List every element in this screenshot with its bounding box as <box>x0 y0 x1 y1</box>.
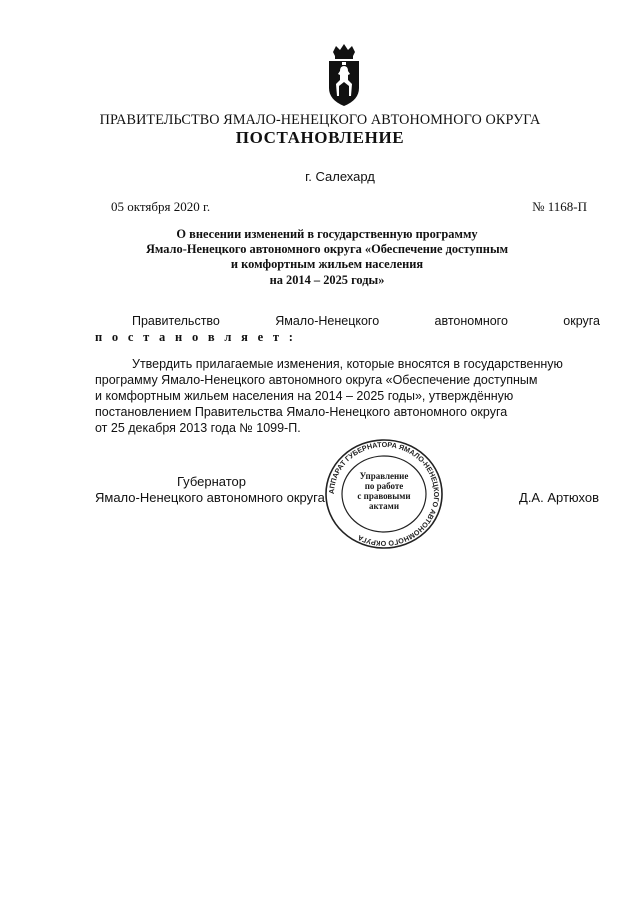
body-line: постановлением Правительства Ямало-Ненецкого автономного округа <box>95 405 508 419</box>
city-label: г. Салехард <box>305 169 375 184</box>
preamble-line <box>95 313 600 329</box>
body-line: от 25 декабря 2013 года № 1099-П. <box>95 421 301 435</box>
subject-line: Ямало-Ненецкого автономного округа «Обеспечение доступным <box>145 242 509 257</box>
signatory-region: Ямало-Ненецкого автономного округа <box>95 490 325 505</box>
body-line: и комфортным жильем населения на 2014 – 2025 годы», утверждённую <box>95 389 514 403</box>
body-line: программу Ямало-Ненецкого автономного округа «Обеспечение доступным <box>95 373 538 387</box>
document-subject <box>100 227 554 288</box>
preamble <box>95 313 600 345</box>
body-line: Утвердить прилагаемые изменения, которые вносятся в государственную <box>132 357 563 371</box>
stamp-line: с правовыми <box>357 491 411 501</box>
preamble-word: автономного <box>434 314 508 328</box>
stamp-line: Управление <box>359 471 409 481</box>
stamp-line: актами <box>368 501 400 511</box>
organization-title: ПРАВИТЕЛЬСТВО ЯМАЛО-НЕНЕЦКОГО АВТОНОМНОГО ОКРУГА <box>99 112 541 128</box>
preamble-word: Ямало-Ненецкого <box>275 314 380 328</box>
document-date: 05 октября 2020 г. <box>111 199 211 214</box>
subject-line: О внесении изменений в государственную программу <box>176 227 478 241</box>
coat-of-arms-emblem <box>324 44 364 108</box>
stamp-center-text <box>336 471 432 511</box>
signatory-name: Д.А. Артюхов <box>519 490 599 505</box>
document-type-title: ПОСТАНОВЛЕНИЕ <box>235 128 405 147</box>
stamp-ring-text: АППАРАТ ГУБЕРНАТОРА ЯМАЛО-НЕНЕЦКОГО АВТОНОМНОГО ОКРУГА <box>326 439 442 549</box>
signatory-title: Губернатор <box>177 474 246 489</box>
stamp-line: по работе <box>364 481 404 491</box>
document-number: № 1168-П <box>532 199 587 214</box>
subject-line: и комфортным жильем населения <box>230 257 424 272</box>
preamble-word: Правительство <box>132 314 220 328</box>
subject-line: на 2014 – 2025 годы» <box>269 272 385 287</box>
decree-body <box>95 356 600 436</box>
preamble-word: округа <box>563 314 600 328</box>
decree-word: п о с т а н о в л я е т : <box>95 330 297 344</box>
